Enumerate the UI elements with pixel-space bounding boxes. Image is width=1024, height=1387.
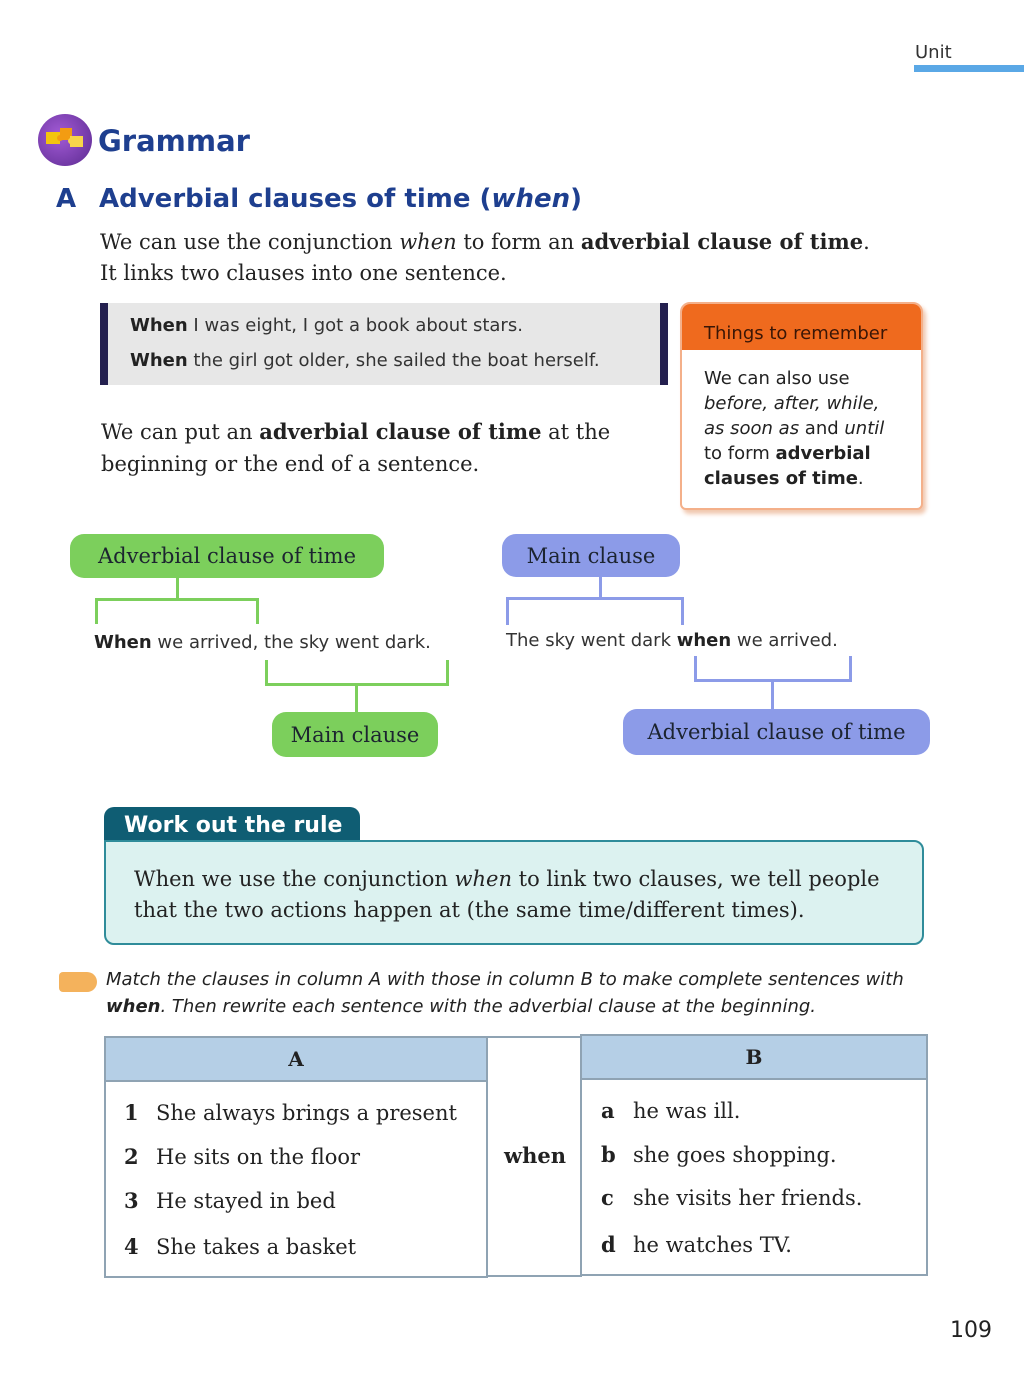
- position-paragraph: We can put an adverbial clause of time at the beginning or the end of a sentence.: [101, 419, 611, 476]
- list-item: 2 He sits on the floor: [124, 1144, 361, 1169]
- remember-title: Things to remember: [682, 304, 921, 350]
- adverbial-clause-label: Adverbial clause of time: [623, 709, 930, 755]
- rule-text: When we use the conjunction when to link two clauses, we tell people that the two actions happen at (the same time/different times).: [134, 867, 880, 922]
- table-border: [486, 1275, 582, 1277]
- main-clause-label: Main clause: [502, 534, 680, 577]
- unit-label: Unit: [915, 42, 952, 63]
- bracket: [95, 598, 259, 624]
- bracket: [694, 656, 852, 682]
- bracket: [506, 597, 684, 625]
- page-number: 109: [950, 1318, 992, 1343]
- diagram-sentence: When we arrived, the sky went dark.: [94, 632, 431, 653]
- task-marker: [59, 972, 97, 992]
- list-item: 3 He stayed in bed: [124, 1188, 336, 1213]
- things-to-remember-box: [680, 302, 923, 510]
- connector-when: when: [504, 1143, 566, 1168]
- bracket-stem: [599, 577, 602, 598]
- list-item: c she visits her friends.: [601, 1185, 863, 1210]
- section-heading: Grammar: [98, 124, 250, 158]
- example-sentence: When the girl got older, she sailed the boat herself.: [130, 350, 600, 371]
- list-item: d he watches TV.: [601, 1232, 792, 1257]
- section-letter: A: [56, 184, 77, 214]
- bracket: [265, 660, 449, 686]
- rule-tab: Work out the rule: [104, 807, 360, 845]
- list-item: a he was ill.: [601, 1098, 741, 1123]
- list-item: 4 She takes a basket: [124, 1234, 357, 1259]
- puzzle-icon: [38, 114, 92, 166]
- rule-box: [104, 840, 924, 945]
- section-title: Adverbial clauses of time (when): [99, 184, 582, 214]
- intro-paragraph: We can use the conjunction when to form an adverbial clause of time. It links two clauses into one sentence.: [100, 229, 870, 285]
- task-instructions: Match the clauses in column A with those in column B to make complete sentences with when. Then rewrite each sentence with the adverbial clause at the beginning.: [106, 969, 904, 1017]
- example-box: [100, 303, 668, 385]
- diagram-sentence: The sky went dark when we arrived.: [506, 630, 838, 651]
- example-sentence: When I was eight, I got a book about stars.: [130, 315, 523, 336]
- table-border: [486, 1036, 582, 1038]
- adverbial-clause-label: Adverbial clause of time: [70, 534, 384, 578]
- bracket-stem: [771, 682, 774, 710]
- column-b-header: B: [582, 1036, 926, 1080]
- remember-body: We can also use before, after, while, as soon as and until to form adverbial clauses of time.: [704, 368, 885, 489]
- bracket-stem: [355, 686, 358, 713]
- list-item: 1 She always brings a present: [124, 1100, 457, 1125]
- list-item: b she goes shopping.: [601, 1142, 837, 1167]
- unit-accent-bar: [914, 65, 1024, 72]
- column-a-header: A: [106, 1038, 486, 1082]
- bracket-stem: [176, 578, 179, 599]
- main-clause-label: Main clause: [272, 712, 438, 757]
